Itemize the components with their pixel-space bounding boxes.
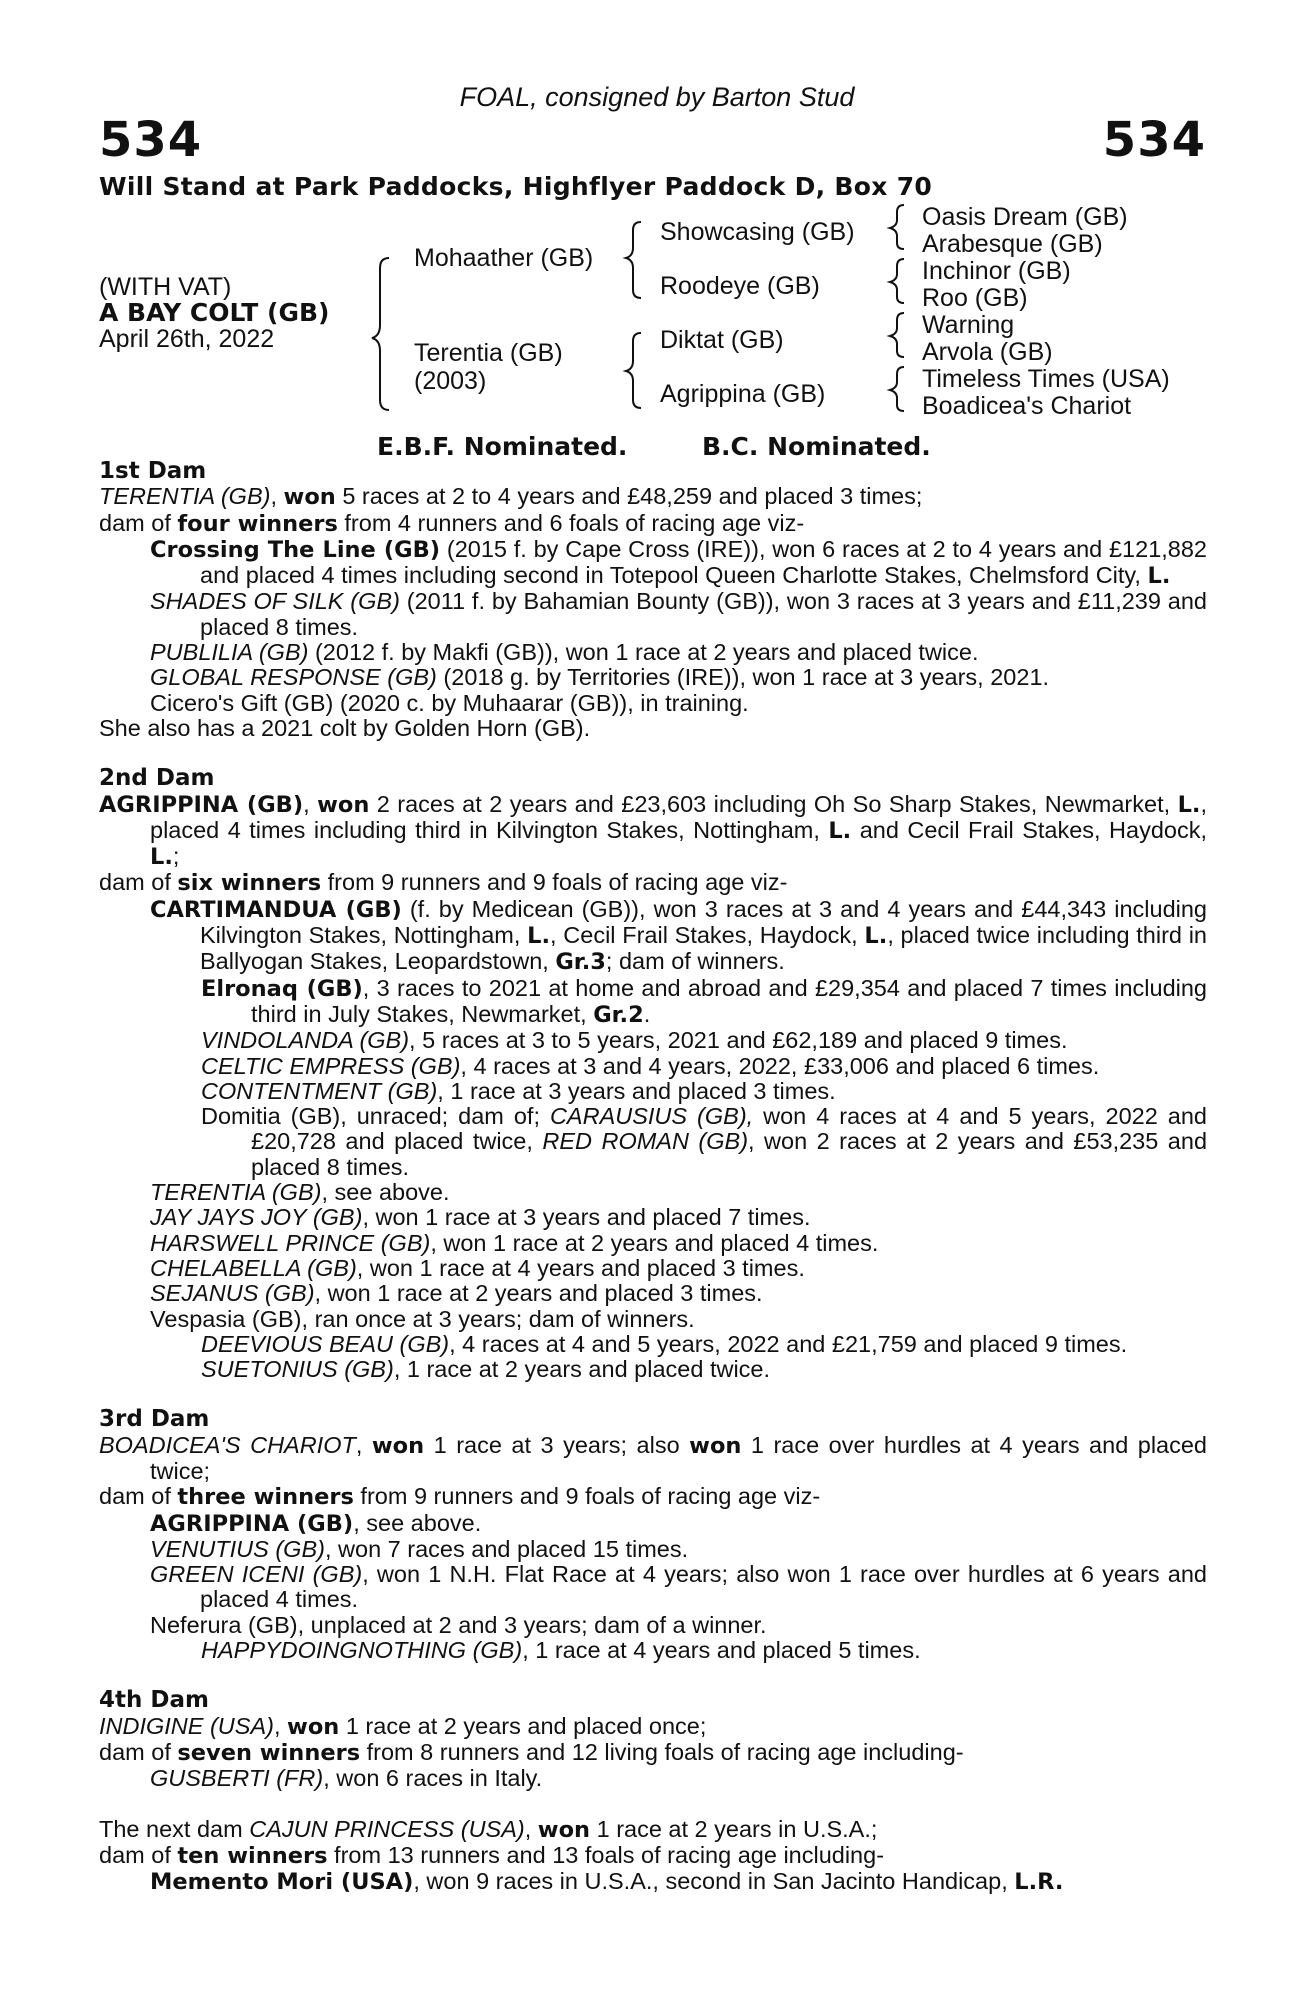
produce-entry: SEJANUS (GB), won 1 race at 2 years and placed 3 times. [150, 1280, 763, 1307]
bc-nomination: B.C. Nominated. [702, 432, 931, 461]
grandproduce-entry: DEEVIOUS BEAU (GB), 4 races at 4 and 5 years, 2022 and £21,759 and placed 9 times. [201, 1330, 1128, 1357]
produce-entry: PUBLILIA (GB) (2012 f. by Makfi (GB)), won 1 race at 2 years and placed twice. [150, 639, 979, 666]
ebf-nomination: E.B.F. Nominated. [377, 432, 628, 461]
third-dam-produce-line: dam of three winners from 9 runners and 9 foals of racing age viz- [99, 1483, 821, 1511]
gen3-1: Oasis Dream (GB) [922, 203, 1128, 231]
produce-entry: CHELABELLA (GB), won 1 race at 4 years and placed 3 times. [150, 1254, 805, 1281]
third-dam-heading: 3rd Dam [99, 1406, 210, 1433]
first-dam-heading: 1st Dam [99, 458, 207, 484]
first-dam-line: TERENTIA (GB), won 5 races at 2 to 4 years and £48,259 and placed 3 times; [99, 483, 923, 511]
produce-entry: HARSWELL PRINCE (GB), won 1 race at 2 years and placed 4 times. [150, 1229, 879, 1256]
produce-entry: Vespasia (GB), ran once at 3 years; dam of winners. [150, 1305, 695, 1332]
produce-entry: VENUTIUS (GB), won 7 races and placed 15 times. [150, 1535, 689, 1562]
dam-dam: Agrippina (GB) [660, 380, 826, 408]
stabling-line: Will Stand at Park Paddocks, Highflyer Paddock D, Box 70 [99, 172, 933, 201]
fourth-dam-produce-line: dam of seven winners from 8 runners and 12 living foals of racing age including- [99, 1738, 964, 1766]
next-dam-produce-line: dam of ten winners from 13 runners and 13 foals of racing age including- [99, 1841, 885, 1869]
consignment-line: FOAL, consigned by Barton Stud [459, 82, 855, 112]
produce-entry: GLOBAL RESPONSE (GB) (2018 g. by Territories (IRE)), won 1 race at 3 years, 2021. [150, 664, 1050, 691]
third-dam-line: BOADICEA'S CHARIOT, won 1 race at 3 years; also won 1 race over hurdles at 4 years and placed twice; [99, 1431, 1208, 1484]
produce-entry: Crossing The Line (GB) (2015 f. by Cape Cross (IRE)), won 6 races at 2 to 4 years and £121,882 and placed 4 times including second in Totepool Queen Charlotte Stakes, Chelmsford City, L. [150, 535, 1208, 590]
second-dam-line: AGRIPPINA (GB), won 2 races at 2 years and £23,603 including Oh So Sharp Stakes, Newmarket, L., placed 4 times including third in Kilvington Stakes, Nottingham, L. and Cecil Frail Stakes, Haydock, L.; [99, 790, 1207, 871]
produce-entry: GUSBERTI (FR), won 6 races in Italy. [150, 1765, 543, 1792]
produce-entry: GREEN ICENI (GB), won 1 N.H. Flat Race at 4 years; also won 1 race over hurdles at 6 years and placed 4 times. [150, 1561, 1207, 1613]
also-has-line: She also has a 2021 colt by Golden Horn (GB). [99, 714, 591, 741]
grandproduce-entry: HAPPYDOINGNOTHING (GB), 1 race at 4 years and placed 5 times. [201, 1637, 921, 1664]
gen3-6: Arvola (GB) [922, 338, 1053, 366]
produce-entry: TERENTIA (GB), see above. [150, 1179, 450, 1206]
sire-dam: Roodeye (GB) [660, 272, 820, 300]
horse-dob: April 26th, 2022 [99, 325, 275, 353]
horse-name: A BAY COLT (GB) [99, 298, 330, 327]
dam-year: (2003) [414, 367, 487, 395]
second-dam-heading: 2nd Dam [99, 765, 215, 792]
produce-entry: CARTIMANDUA (GB) (f. by Medicean (GB)), won 3 races at 3 and 4 years and £44,343 including Kilvington Stakes, Nottingham, L., Cecil Frail Stakes, Haydock, L., placed twice including third in Ballyogan Stakes, Leopardstown, Gr.3; dam of winners. [150, 895, 1207, 976]
fourth-dam-heading: 4th Dam [99, 1687, 209, 1714]
grandproduce-entry: CONTENTMENT (GB), 1 race at 3 years and placed 3 times. [201, 1077, 836, 1104]
gen3-5: Warning [922, 311, 1015, 339]
gen3-7: Timeless Times (USA) [922, 365, 1170, 393]
sire-sire: Showcasing (GB) [660, 218, 855, 246]
gen3-3: Inchinor (GB) [922, 257, 1071, 285]
sire: Mohaather (GB) [414, 244, 594, 272]
grandproduce-entry: SUETONIUS (GB), 1 race at 2 years and placed twice. [201, 1356, 771, 1383]
grandproduce-entry: Domitia (GB), unraced; dam of; CARAUSIUS (GB), won 4 races at 4 and 5 years, 2022 and £20,728 and placed twice, RED ROMAN (GB), won 2 races at 2 years and £53,235 and placed 8 times. [201, 1103, 1208, 1180]
fourth-dam-line: INDIGINE (USA), won 1 race at 2 years and placed once; [99, 1712, 707, 1740]
lot-number-left: 534 [99, 112, 203, 168]
dam: Terentia (GB) [414, 339, 563, 367]
grandproduce-entry: CELTIC EMPRESS (GB), 4 races at 3 and 4 years, 2022, £33,006 and placed 6 times. [201, 1052, 1100, 1079]
vat-note: (WITH VAT) [99, 273, 232, 301]
dam-sire: Diktat (GB) [660, 326, 784, 354]
produce-entry: JAY JAYS JOY (GB), won 1 race at 3 years and placed 7 times. [150, 1204, 811, 1231]
first-dam-produce-line: dam of four winners from 4 runners and 6 foals of racing age viz- [99, 509, 805, 537]
grandproduce-entry: VINDOLANDA (GB), 5 races at 3 to 5 years, 2021 and £62,189 and placed 9 times. [201, 1027, 1068, 1054]
second-dam-produce-line: dam of six winners from 9 runners and 9 foals of racing age viz- [99, 869, 788, 897]
produce-entry: AGRIPPINA (GB), see above. [150, 1509, 482, 1537]
produce-entry: Neferura (GB), unplaced at 2 and 3 years; dam of a winner. [150, 1611, 767, 1638]
gen3-2: Arabesque (GB) [922, 230, 1103, 258]
next-dam-line: The next dam CAJUN PRINCESS (USA), won 1 race at 2 years in U.S.A.; [99, 1815, 878, 1843]
produce-entry: Cicero's Gift (GB) (2020 c. by Muhaarar (GB)), in training. [150, 689, 749, 716]
lot-number-right: 534 [1102, 112, 1206, 168]
produce-entry: Memento Mori (USA), won 9 races in U.S.A., second in San Jacinto Handicap, L.R. [150, 1868, 1064, 1896]
gen3-4: Roo (GB) [922, 284, 1028, 312]
gen3-8: Boadicea's Chariot [922, 392, 1132, 420]
grandproduce-entry: Elronaq (GB), 3 races to 2021 at home and abroad and £29,354 and placed 7 times including third in July Stakes, Newmarket, Gr.2. [201, 974, 1207, 1028]
catalogue-body [99, 459, 1207, 1895]
produce-entry: SHADES OF SILK (GB) (2011 f. by Bahamian Bounty (GB)), won 3 races at 3 years and £11,239 and placed 8 times. [150, 588, 1207, 640]
